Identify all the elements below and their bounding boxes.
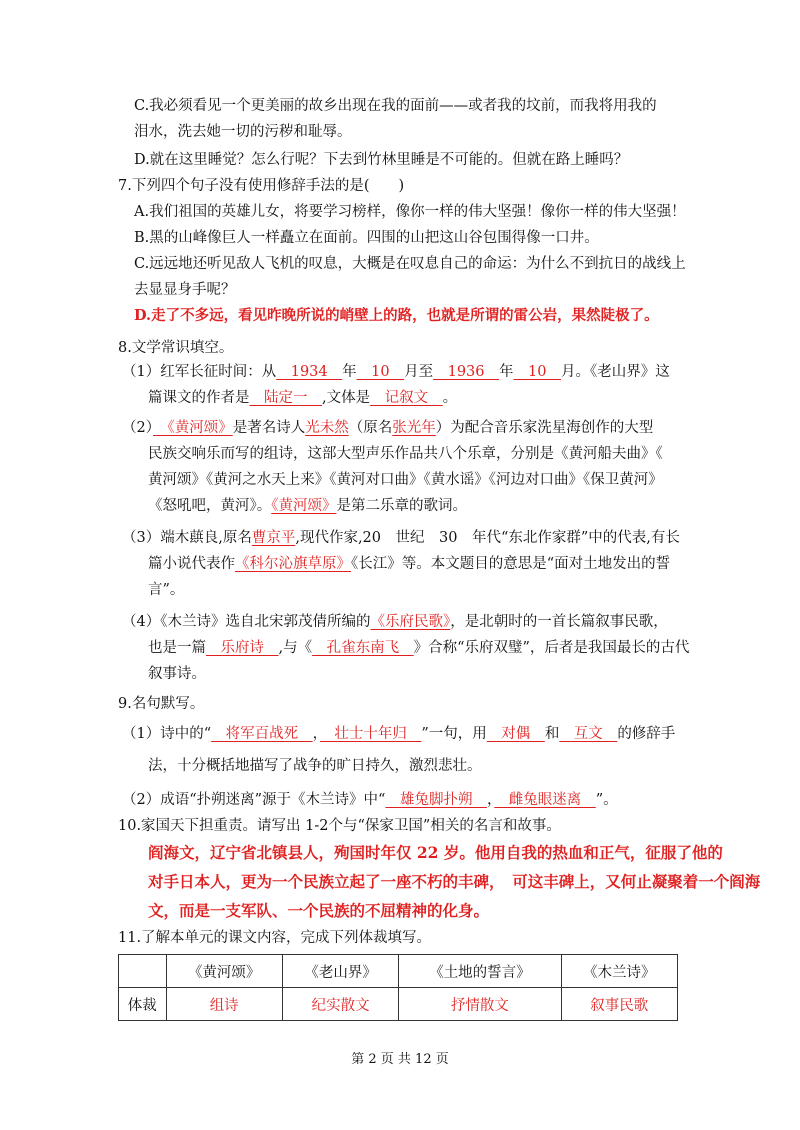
q9-p2-line1 xyxy=(122,790,618,810)
answer-blank: 雄兔脚扑朔 xyxy=(385,792,487,808)
answer-blank: 光未然 xyxy=(305,420,349,436)
answer-cell: 叙事民歌 xyxy=(561,988,677,1021)
q8-p2-line2: 民族交响乐而写的组诗，这部大型声乐作品共八个乐章，分别是《黄河船夫曲》《 xyxy=(148,446,663,462)
q11-title: 11.了解本单元的课文内容，完成下列体裁填写。 xyxy=(118,930,432,946)
q10-answer-line2: 对手日本人，更为一个民族立起了一座不朽的丰碑， 可这丰碑上，又何止凝聚着一个阎海 xyxy=(148,872,761,891)
answer-blank: 10 xyxy=(513,364,561,380)
table-header-row xyxy=(119,955,678,988)
text: 月。《老山界》这 xyxy=(560,364,670,380)
table-row xyxy=(119,988,678,1021)
text: 《怒吼吧，黄河》。 xyxy=(148,498,272,514)
text: 《长江》等。本文题目的意思是“面对土地发出的誓 xyxy=(351,556,671,572)
answer-blank: 《科尔沁旗草原》 xyxy=(235,556,351,572)
text: 年 xyxy=(499,364,514,380)
text: 是著名诗人 xyxy=(232,420,306,436)
q8-p1-line1 xyxy=(122,362,670,382)
q10-answer-line1: 阎海文，辽宁省北镇县人，殉国时年仅 22 岁。他用自我的热血和正气，征服了他的 xyxy=(148,843,723,862)
answer-blank: 雌兔眼迷离 xyxy=(494,792,596,808)
answer-blank: 将军百战死 xyxy=(211,726,313,742)
q8-p1-line2 xyxy=(148,388,457,408)
text: ， xyxy=(312,726,320,742)
row-label: 体裁 xyxy=(119,988,167,1021)
text: 年 xyxy=(342,364,357,380)
answer-blank: 陆定一 xyxy=(249,390,322,406)
text: （2）成语“扑朔迷离”源于《木兰诗》中“ xyxy=(122,792,386,808)
q8-p3-line3: 言”。 xyxy=(148,582,185,598)
text: （原名 xyxy=(348,420,393,436)
answer-cell: 纪实散文 xyxy=(282,988,398,1021)
answer-blank: 壮士十年归 xyxy=(319,726,422,742)
answer-blank: 10 xyxy=(356,364,405,380)
text: （1）诗中的“ xyxy=(122,726,212,742)
answer-blank: 张光年 xyxy=(392,420,436,436)
q9-title: 9.名句默写。 xyxy=(118,696,205,712)
answer-blank: 1936 xyxy=(433,364,499,380)
genre-table xyxy=(118,954,678,1021)
q8-p2-line3: 黄河颂》《黄河之水天上来》《黄河对口曲》《黄水谣》《河边对口曲》《保卫黄河》 xyxy=(148,472,663,488)
answer-blank: 《乐府民歌》 xyxy=(370,614,451,630)
text: 月至 xyxy=(404,364,434,380)
q8-title: 8.文学常识填空。 xyxy=(118,340,234,356)
q6-option-c-line2: 泪水，洗去她一切的污秽和耻辱。 xyxy=(134,124,352,140)
text: ）为配合音乐家洗星海创作的大型 xyxy=(435,420,654,436)
table-header-cell: 《木兰诗》 xyxy=(561,955,677,988)
text: ， xyxy=(486,792,495,808)
text: （2） xyxy=(122,420,153,436)
table-header-cell: 《老山界》 xyxy=(282,955,398,988)
text: ,与《 xyxy=(278,640,313,656)
q7-option-c-line1: C.远远地还听见敌人飞机的叹息，大概是在叹息自己的命运：为什么不到抗日的战线上 xyxy=(134,256,686,272)
q9-p1-line2: 法，十分概括地描写了战争的旷日持久，激烈悲壮。 xyxy=(148,758,482,774)
q7-option-a: A.我们祖国的英雄儿女，将要学习榜样，像你一样的伟大坚强！像你一样的伟大坚强！ xyxy=(134,204,686,220)
q8-p4-line2 xyxy=(148,638,689,658)
q8-p4-line1 xyxy=(122,612,668,632)
q6-option-d: D.就在这里睡觉？怎么行呢？下去到竹林里睡是不可能的。但就在路上睡吗？ xyxy=(134,152,629,168)
text: ”一句，用 xyxy=(421,726,487,742)
text: 和 xyxy=(544,726,560,742)
text: ,文体是 xyxy=(322,390,371,406)
answer-blank: 《黄河颂》 xyxy=(271,498,337,514)
answer-cell: 组诗 xyxy=(166,988,282,1021)
q7-option-c-line2: 去显显身手呢？ xyxy=(134,282,236,298)
text: 篇小说代表作 xyxy=(148,556,235,572)
q8-p4-line3: 叙事诗。 xyxy=(148,666,206,682)
text: 。 xyxy=(442,390,458,406)
text: 》合称“乐府双璧”，后者是我国最长的古代 xyxy=(413,640,690,656)
table-header-cell: 《土地的誓言》 xyxy=(399,955,561,988)
answer-blank: 曹京平 xyxy=(251,530,296,546)
text: （4）《木兰诗》选自北宋郭茂倩所编的 xyxy=(122,614,371,630)
page-footer: 第 2 页 共 12 页 xyxy=(351,1052,449,1067)
q10-answer-line3: 文，而是一支军队、一个民族的不屈精神的化身。 xyxy=(148,901,490,920)
text: ，是北朝时的一首长篇叙事民歌， xyxy=(450,614,668,630)
q8-p3-line2 xyxy=(148,554,670,574)
answer-blank: 对偶 xyxy=(486,726,545,742)
q7-option-b: B.黑的山峰像巨人一样矗立在面前。四围的山把这山谷包围得像一口井。 xyxy=(134,230,599,246)
text: 也是一篇 xyxy=(148,640,206,656)
text: ,现代作家,20 世纪 30 年代“东北作家群”中的代表,有长 xyxy=(295,530,680,546)
answer-blank: 乐府诗 xyxy=(206,640,279,656)
answer-blank: 1934 xyxy=(276,364,343,380)
text: 是第二乐章的歌词。 xyxy=(336,498,467,514)
q6-option-c-line1: C.我必须看见一个更美丽的故乡出现在我的面前——或者我的坟前，而我将用我的 xyxy=(134,98,657,114)
answer-blank: 互文 xyxy=(559,726,618,742)
table-header-cell: 《黄河颂》 xyxy=(166,955,282,988)
answer-cell: 抒情散文 xyxy=(399,988,561,1021)
q10-title: 10.家国天下担重责。请写出 1-2个与“保家卫国”相关的名言和故事。 xyxy=(118,818,561,834)
answer-blank: 《黄河颂》 xyxy=(152,420,233,436)
text: （3）端木蕻良,原名 xyxy=(122,530,252,546)
answer-blank: 孔雀东南飞 xyxy=(312,640,414,656)
q7-answer-d: D.走了不多远，看见昨晚所说的峭壁上的路，也就是所谓的雷公岩，果然陡极了。 xyxy=(134,307,659,324)
table-header-cell xyxy=(119,955,167,988)
text: 篇课文的作者是 xyxy=(148,390,250,406)
q8-p2-line4 xyxy=(148,496,467,516)
q7-title: 7.下列四个句子没有使用修辞手法的是( ) xyxy=(118,178,405,194)
text: （1）红军长征时间：从 xyxy=(122,364,277,380)
q8-p3-line1 xyxy=(122,528,680,548)
answer-blank: 记叙文 xyxy=(370,390,443,406)
text: ”。 xyxy=(595,792,618,808)
q8-p2-line1 xyxy=(122,418,653,438)
text: 的修辞手 xyxy=(617,726,676,742)
q9-p1-line1 xyxy=(122,724,675,744)
